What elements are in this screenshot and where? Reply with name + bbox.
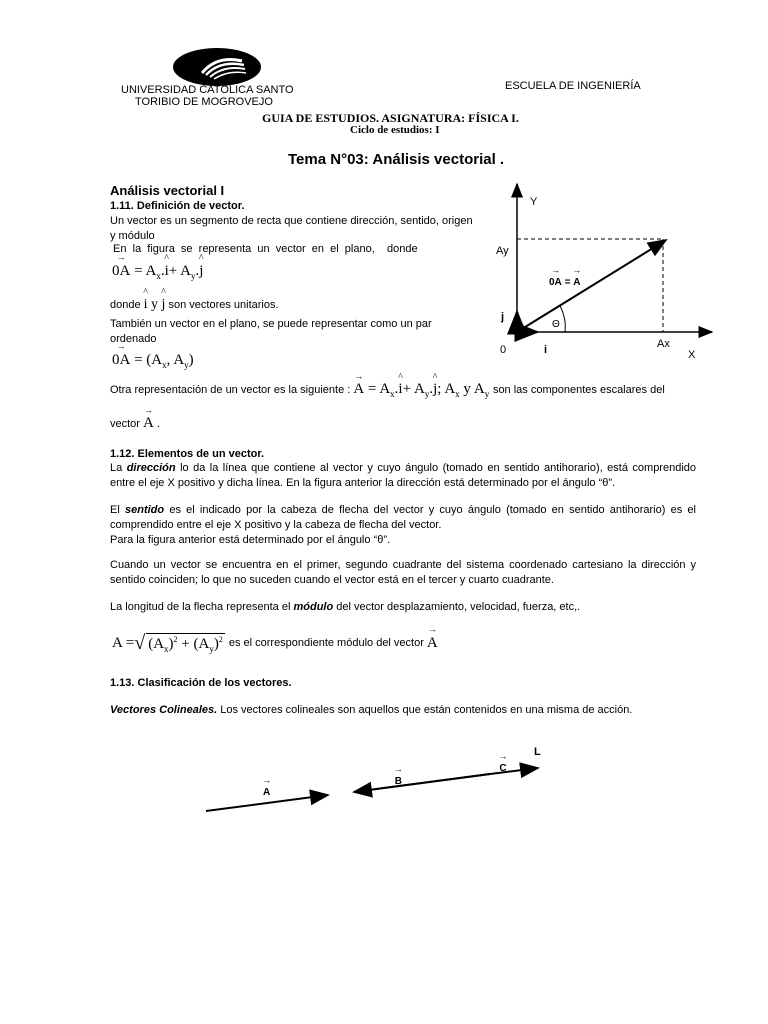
- eq2-close: ): [188, 352, 194, 368]
- orep-i: ^ i: [398, 382, 402, 397]
- university-name-line1: UNIVERSIDAD CATÓLICA SANTO: [121, 84, 294, 96]
- oa-text: → 0A: [549, 276, 562, 290]
- other-rep-text: Otra representación de un vector es la siguiente :: [110, 384, 354, 396]
- orep-j: ^ j: [433, 382, 437, 397]
- other-rep-equation: [353, 381, 493, 397]
- eq1-unit-j: ^ j: [199, 263, 203, 280]
- origin-label: 0: [500, 344, 507, 356]
- theta-label: Θ: [552, 319, 560, 330]
- dir-word: dirección: [126, 462, 176, 474]
- line-L-label: L: [534, 746, 541, 758]
- mod-eq-a: A =: [112, 635, 135, 651]
- mod-text: es el correspondiente módulo del vector: [228, 637, 424, 649]
- eq1-plus: + A: [168, 263, 191, 279]
- unit-text-b: son vectores unitarios.: [165, 299, 279, 311]
- university-name-line2: TORIBIO DE MOGROVEJO: [135, 96, 273, 108]
- mod-eq-b: (A: [148, 636, 165, 652]
- mod-sq1: 2: [173, 635, 178, 644]
- modulus-formula: [112, 632, 438, 655]
- collinear-paragraph: [110, 703, 632, 718]
- orep-sub-y2: y: [484, 389, 490, 399]
- sent-a: El: [110, 504, 125, 516]
- col-text: Los vectores colineales son aquellos que están contenidos en una misma de acción.: [217, 704, 633, 716]
- sqrt-body: [146, 633, 225, 654]
- cycle-label: Ciclo de estudios: I: [350, 124, 440, 136]
- vector-plane-figure: [490, 180, 720, 365]
- mod-sq2: 2: [218, 635, 223, 644]
- guide-title: GUIA DE ESTUDIOS. ASIGNATURA: FÍSICA I.: [262, 111, 519, 125]
- y-axis-label: Y: [530, 196, 538, 208]
- mod-A: → A: [427, 635, 438, 652]
- eq2-lhs: → 0A: [112, 352, 130, 369]
- vector-A: → A: [143, 416, 154, 431]
- orep-dot: .: [394, 381, 399, 397]
- vector-B-label: → B: [395, 775, 402, 789]
- ay-label: Ay: [496, 245, 509, 257]
- unit-j: ^ j: [162, 297, 166, 312]
- unit-text-a: donde: [110, 299, 144, 311]
- oa-A: → A: [573, 276, 580, 290]
- col-word: Vectores Colineales.: [110, 704, 218, 716]
- orep-lhs: → A: [353, 382, 364, 397]
- mod-b: del vector desplazamiento, velocidad, fuerza, etc,.: [333, 601, 581, 613]
- other-rep-text-b: son las componentes escalares del: [492, 384, 665, 396]
- unit-i: ^ i: [144, 297, 148, 312]
- modulus-paragraph: [110, 600, 580, 615]
- orep-plus: + A: [402, 381, 425, 397]
- j-unit-label: j: [501, 311, 505, 323]
- vector-oa-label: [549, 276, 580, 290]
- orep-sub-x: x: [390, 389, 395, 399]
- mod-eq-e: ): [213, 636, 219, 652]
- unit-vectors-text: [110, 297, 279, 313]
- vector-end: .: [153, 418, 160, 430]
- mod-sub-y: y: [209, 644, 214, 654]
- orep-sub-y: y: [424, 389, 430, 399]
- other-representation: [110, 382, 665, 402]
- eq2-sub-y: y: [184, 360, 189, 370]
- eq1-sub-x: x: [156, 271, 161, 281]
- oa-eq: =: [561, 277, 574, 288]
- sent-c: Para la figura anterior está determinado por el ángulo “θ”.: [110, 534, 391, 546]
- direction-paragraph: [110, 461, 696, 491]
- eq1-part: = A: [130, 263, 157, 279]
- topic-title: Tema N°03: Análisis vectorial .: [288, 151, 505, 168]
- mod-eq-d: + (A: [177, 636, 210, 652]
- mod-eq-c: ): [168, 636, 174, 652]
- eq1-unit-i: ^ i: [165, 263, 169, 280]
- eq1-sub-y: y: [190, 271, 196, 281]
- ax-label: Ax: [657, 338, 670, 350]
- eq1-lhs: → 0A: [112, 263, 130, 280]
- dir-a: La: [110, 462, 127, 474]
- heading-1-13: 1.13. Clasificación de los vectores.: [110, 677, 292, 689]
- collinear-vectors-figure: [200, 760, 550, 820]
- orep-sub-x2: x: [455, 389, 460, 399]
- sent-b: es el indicado por la cabeza de flecha del vector y cuyo ángulo (tomado en sentido antihorario) es el comprendido entre el eje X positivo y la cabeza de flecha del vector.: [110, 504, 696, 531]
- orep-dot2: .: [429, 381, 434, 397]
- eq2-part: = (A: [130, 352, 163, 368]
- heading-1-11: 1.11. Definición de vector.: [110, 200, 245, 212]
- sense-paragraph: [110, 503, 696, 548]
- quadrant-paragraph: Cuando un vector se encuentra en el primer, segundo cuadrante del sistema coordenado cartesiano la dirección y sentido coinciden; lo que no suceden cuando el vector está en el tercer y cuarto cuadrante.: [110, 559, 696, 586]
- equation-ordered-pair: [112, 352, 194, 370]
- dir-b: lo da la línea que contiene al vector y cuyo ángulo (tomado en sentido antihorario), está comprendido entre el eje X positivo y dicha línea. En la figura anterior la dirección está determinado por el ángulo “θ”.: [110, 462, 697, 489]
- orep-semi: ; A: [437, 381, 456, 397]
- x-axis-label: X: [688, 349, 696, 361]
- eq2-sub-x: x: [162, 360, 167, 370]
- heading-1-12: 1.12. Elementos de un vector.: [110, 448, 265, 460]
- eq2-part2: , A: [166, 352, 185, 368]
- vector-word: vector: [110, 418, 144, 430]
- vector-A-line: [110, 416, 160, 432]
- vector-definition: Un vector es un segmento de recta que contiene dirección, sentido, origen y módulo: [110, 215, 473, 242]
- university-logo: [172, 47, 262, 87]
- i-unit-label: i: [544, 344, 548, 356]
- vector-C-label: → C: [499, 762, 506, 776]
- sqrt-sign: √: [134, 632, 146, 654]
- school-name: ESCUELA DE INGENIERÍA: [505, 80, 641, 92]
- mod-a: La longitud de la flecha representa el: [110, 601, 294, 613]
- vector-A-label: → A: [263, 786, 270, 800]
- mod-word: módulo: [293, 601, 334, 613]
- eq1-dot2: .: [195, 263, 200, 279]
- equation-vector-unit: [112, 263, 203, 281]
- eq1-dot: .: [160, 263, 165, 279]
- unit-y: y: [147, 297, 162, 312]
- ordered-pair-text: También un vector en el plano, se puede representar como un par ordenado: [110, 318, 432, 345]
- section-title-analysis: Análisis vectorial I: [110, 183, 225, 198]
- mod-sub-x: x: [164, 644, 169, 654]
- sent-word: sentido: [125, 504, 165, 516]
- figure-reference-text: En la figura se representa un vector en el plano, donde: [110, 243, 418, 255]
- orep-a: = A: [364, 381, 391, 397]
- orep-y: y A: [459, 381, 485, 397]
